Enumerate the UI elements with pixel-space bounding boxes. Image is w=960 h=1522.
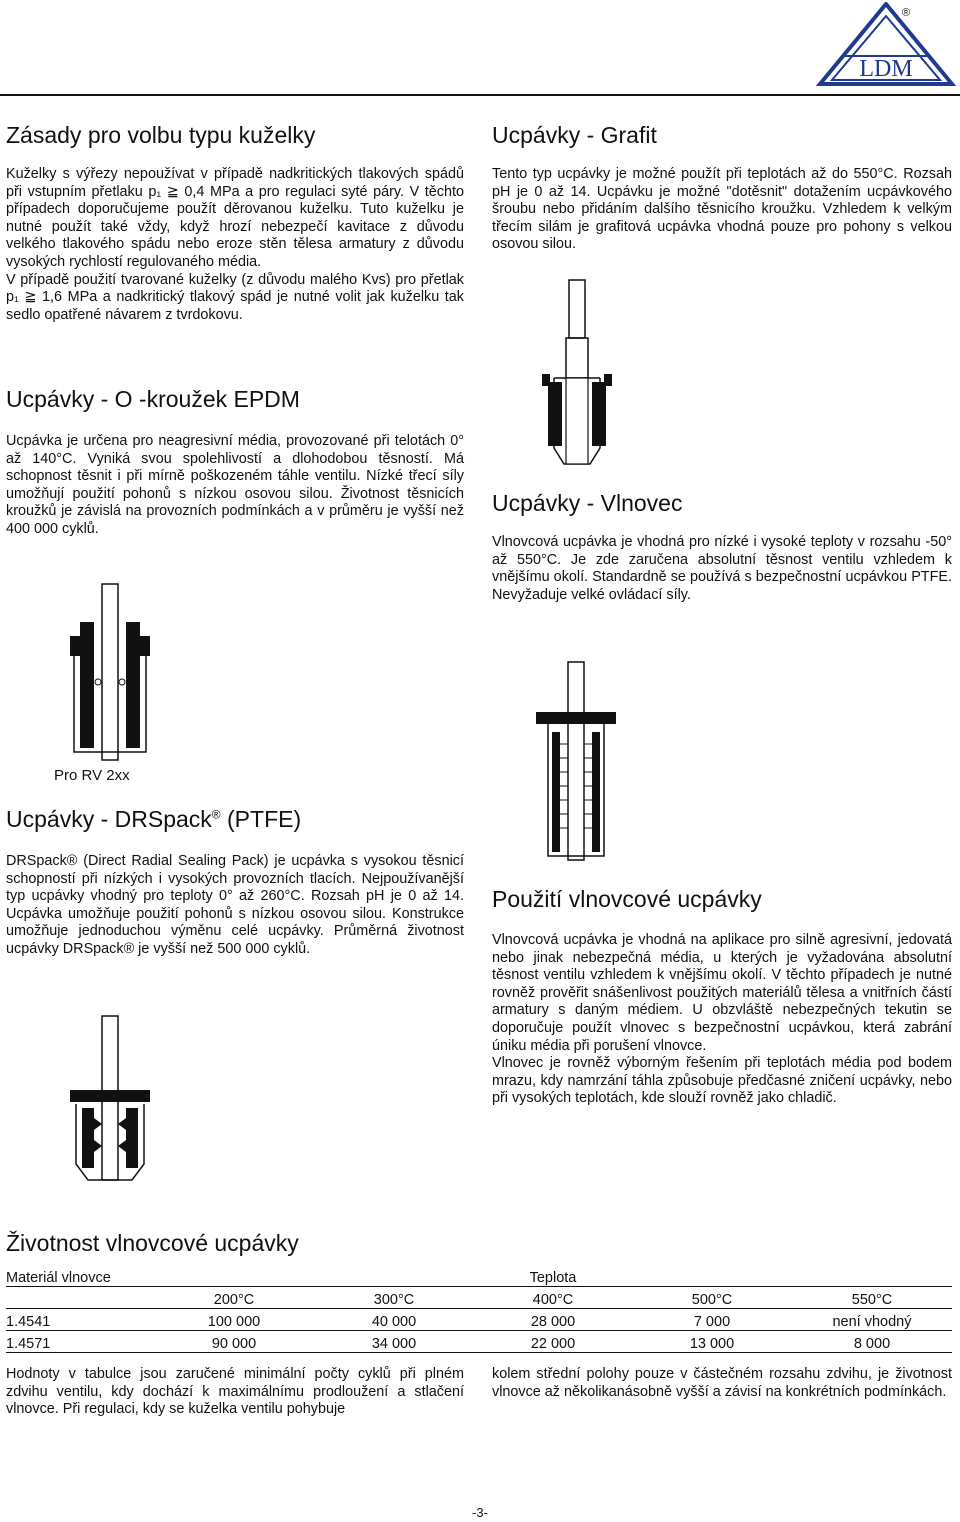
- note-right: kolem střední polohy pouze v částečném rozsahu zdvihu, je životnost vlnovce až několikanásobně vyšší a závisí na konkrétních podmínkách.: [492, 1366, 952, 1400]
- header-temperature: Teplota: [474, 1265, 632, 1287]
- heading-vlnovec: Ucpávky - Vlnovec: [492, 490, 683, 516]
- table-row: [6, 1331, 952, 1353]
- text-kuzelky-1: Kuželky s výřezy nepoužívat v případě nadkritických tlakových spádů při vstupním přetlaku p₁ ≧ 0,4 MPa a pro regulaci syté páry. V těchto případech doporučujeme použít děrovanou kuželku. Tuto kuželku je nutné použít také vždy, když hrozí nebezpečí kavitace z důvodu velkého tlakového spádu nebo eroze stěn tělesa armatury z důvodu vysokých rychlostí regulovaného média.: [6, 166, 464, 270]
- material-cell: 1.4571: [6, 1331, 154, 1353]
- heading-zivotnost: Životnost vlnovcové ucpávky: [6, 1230, 299, 1256]
- header-material: Materiál vlnovce: [6, 1265, 154, 1287]
- logo-text: LDM: [859, 56, 913, 82]
- temp-cell: 300°C: [314, 1287, 474, 1309]
- value-cell: 22 000: [474, 1331, 632, 1353]
- text-grafit: Tento typ ucpávky je možné použít při teplotách až do 550°C. Rozsah pH je 0 až 14. Ucpávku je možné "dotěsnit" dotažením ucpávkového šroubu nebo přidáním dalšího těsnicího kroužku. Vzhledem k velkým třecím silám je grafitová ucpávka vhodná pouze pro pohony s velkou osovou silou.: [492, 166, 952, 253]
- text-kuzelky-2: V případě použití tvarované kuželky (z důvodu malého Kvs) pro přetlak p₁ ≧ 1,6 MPa a nadkritický tlakový spád je nutné volit jak kuželku tak sedlo opatřené návarem z tvrdokovu.: [6, 271, 464, 323]
- epdm-packing-figure: [62, 582, 158, 762]
- temp-cell: 200°C: [154, 1287, 314, 1309]
- ldm-logo: [816, 2, 956, 86]
- table-row: [6, 1309, 952, 1331]
- temp-cell: 400°C: [474, 1287, 632, 1309]
- temp-cell: 550°C: [792, 1287, 952, 1309]
- value-cell: 8 000: [792, 1331, 952, 1353]
- heading-drspack-tail: (PTFE): [227, 806, 302, 832]
- value-cell: 90 000: [154, 1331, 314, 1353]
- value-cell: 7 000: [632, 1309, 792, 1331]
- value-cell: není vhodný: [792, 1309, 952, 1331]
- text-drspack: DRSpack® (Direct Radial Sealing Pack) je ucpávka s vysokou těsnicí schopností při nízkých i vysokých provozních tlacích. Nejpoužívanější typ ucpávky vhodný pro teploty 0° až 260°C. Rozsah pH je 0 až 14. Ucpávka umožňuje použití pohonů s nízkou osovou silou. Konstrukce umožňuje jednoduchou výměnu celé ucpávky. Průměrná životnost ucpávky DRSpack® je vyšší než 500 000 cyklů.: [6, 853, 464, 957]
- lifetime-table: [6, 1265, 952, 1353]
- value-cell: 100 000: [154, 1309, 314, 1331]
- vlnovec-bellows-figure: [522, 660, 630, 862]
- value-cell: 13 000: [632, 1331, 792, 1353]
- note-left: Hodnoty v tabulce jsou zaručené minimální počty cyklů při plném zdvihu ventilu, kdy dochází k maximálnímu prodloužení a stlačení vlnovce. Při regulaci, kdy se kuželka ventilu pohybuje: [6, 1366, 464, 1418]
- heading-grafit: Ucpávky - Grafit: [492, 122, 657, 148]
- heading-epdm: Ucpávky - O -kroužek EPDM: [6, 386, 300, 412]
- text-pouziti-2: Vlnovec je rovněž výborným řešením při teplotách média pod bodem mrazu, kdy namrzání táhla způsobuje předčasné zničení ucpávky, nebo při vysokých teplotách, kde slouží rovněž jako chladič.: [492, 1055, 952, 1107]
- heading-kuzelky: Zásady pro volbu typu kuželky: [6, 122, 316, 148]
- heading-pouziti: Použití vlnovcové ucpávky: [492, 886, 762, 912]
- top-rule: [0, 94, 960, 96]
- text-epdm: Ucpávka je určena pro neagresivní média, provozované při telotách 0° až 140°C. Vyniká svou spolehlivostí a dlohodobou těsností. Má schopnost těsnit i při mírně poškozeném táhle ventilu. Nízké třecí síly umožňují použití pohonů s nízkou osovou silou. Životnost těsnicích kroužků je závislá na provozních podmínkách a v průměru je vyšší než 400 000 cyklů.: [6, 433, 464, 537]
- caption-rv: Pro RV 2xx: [54, 767, 130, 784]
- material-cell: 1.4541: [6, 1309, 154, 1331]
- table-header-row: [6, 1265, 952, 1287]
- value-cell: 40 000: [314, 1309, 474, 1331]
- value-cell: 34 000: [314, 1331, 474, 1353]
- drspack-packing-figure: [60, 1014, 160, 1182]
- logo-registered-mark: ®: [902, 7, 911, 19]
- heading-drspack-mark: ®: [211, 807, 221, 822]
- grafit-packing-figure: [540, 278, 614, 470]
- text-kuzelky: [6, 166, 464, 324]
- text-pouziti: [492, 932, 952, 1108]
- table-temp-row: [6, 1287, 952, 1309]
- page-number: -3-: [472, 1505, 488, 1520]
- text-pouziti-1: Vlnovcová ucpávka je vhodná na aplikace pro silně agresivní, jedovatá nebo jinak nebezpečná média, u kterých je vyžadována absolutní těsnost ventilu vzhledem k vnějšímu okolí. V těchto případech je nutné rovněž prověřit snášenlivost použitých materiálů tělesa a vnitřních částí armatury s daným médiem. U obzvláště nebezpečných tekutin se doporučuje použít vlnovec s bezpečnostní ucpávkou, která zabrání úniku média při porušení vlnovce.: [492, 932, 952, 1054]
- heading-drspack: [6, 806, 301, 833]
- heading-drspack-main: Ucpávky - DRSpack: [6, 806, 212, 832]
- temp-cell: 500°C: [632, 1287, 792, 1309]
- text-vlnovec: Vlnovcová ucpávka je vhodná pro nízké i vysoké teploty v rozsahu -50° až 550°C. Je zde zaručena absolutní těsnost ventilu vzhledem k vnějšímu okolí. Standardně se používá s bezpečnostní ucpávkou PTFE. Nevyžaduje velké ovládací síly.: [492, 534, 952, 603]
- value-cell: 28 000: [474, 1309, 632, 1331]
